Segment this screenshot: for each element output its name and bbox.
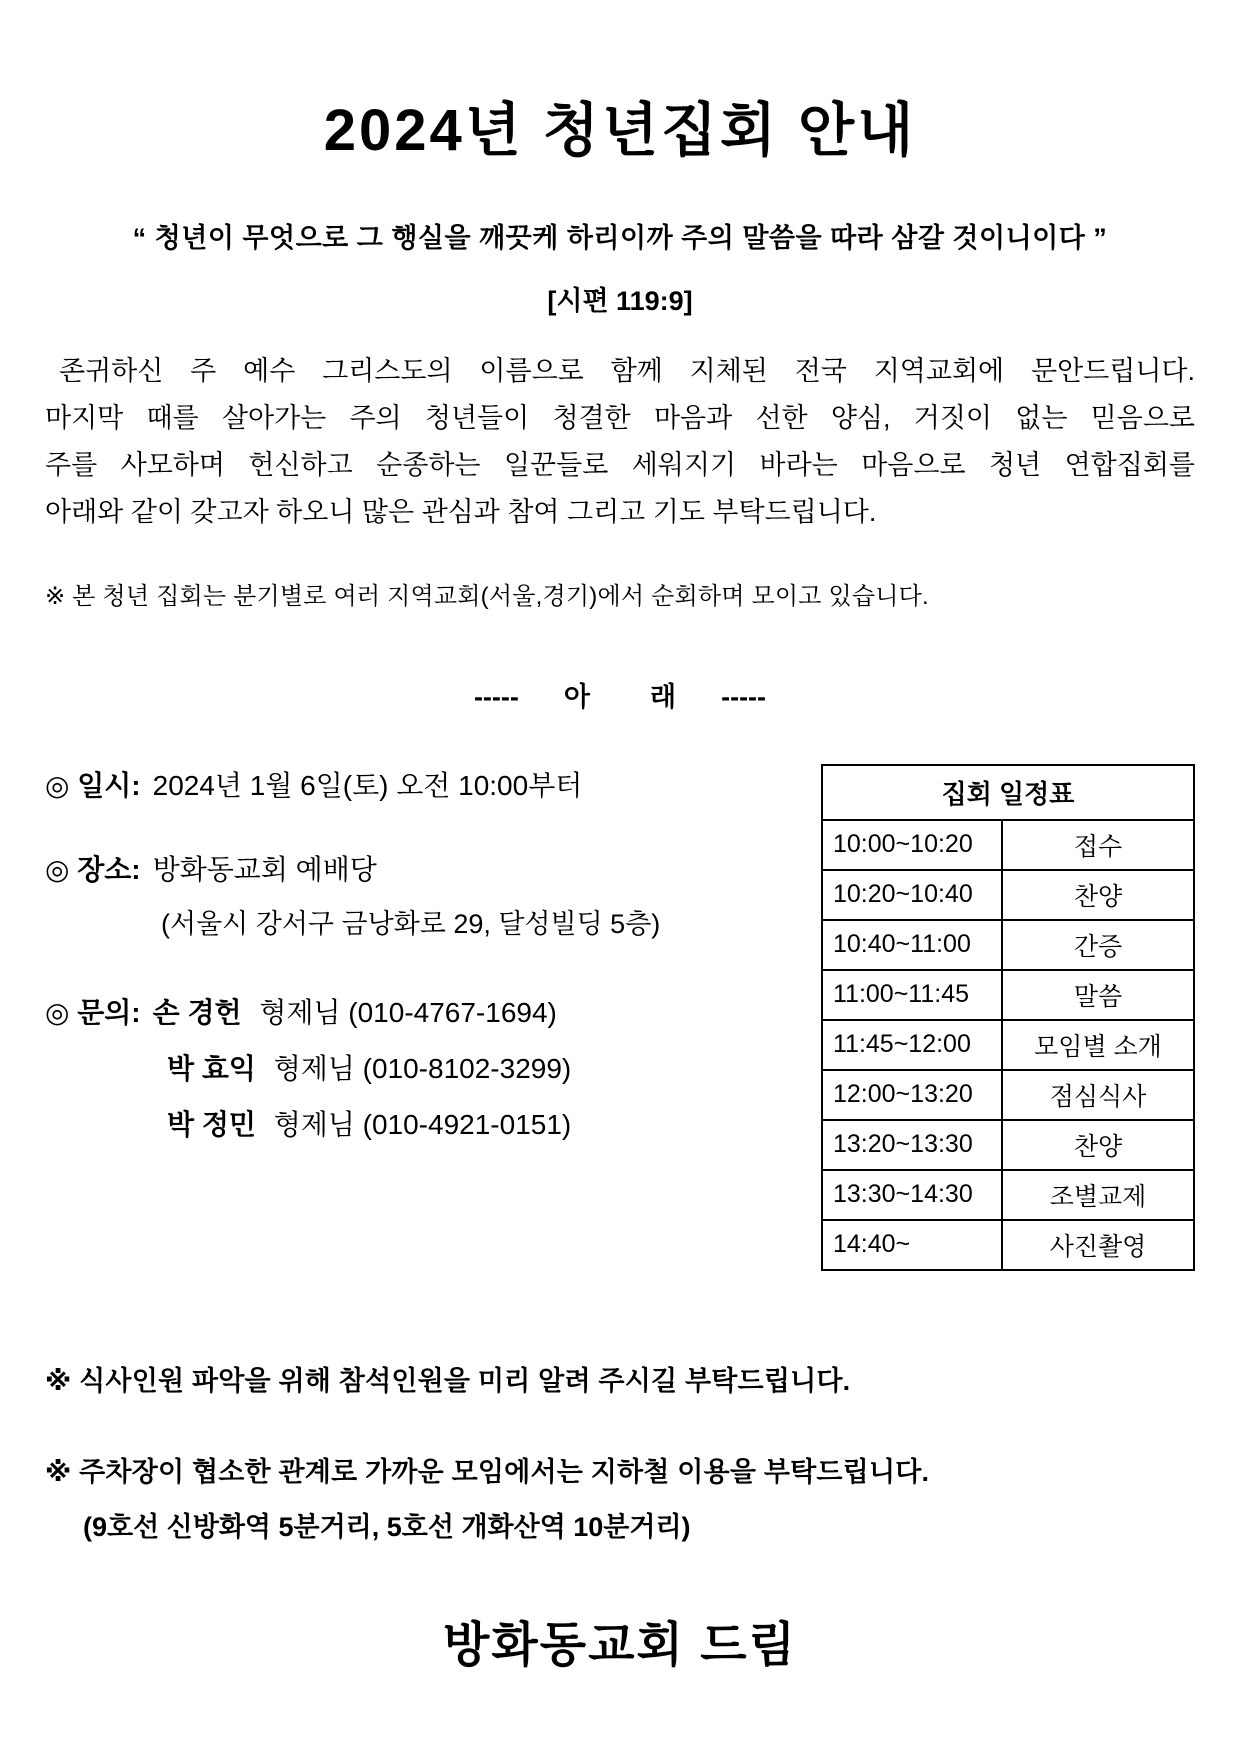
location-value: 방화동교회 예배당 [152, 853, 377, 885]
location-label: ◎ 장소: [45, 853, 141, 885]
schedule-activity: 간증 [1002, 920, 1194, 970]
schedule-time: 11:00~11:45 [822, 970, 1002, 1020]
schedule-time: 11:45~12:00 [822, 1020, 1002, 1070]
table-row [822, 920, 1194, 970]
table-row [822, 870, 1194, 920]
contact-phone: 형제님 (010-4921-0151) [273, 1108, 572, 1140]
contact-line [45, 1103, 801, 1143]
paragraph-line: 마지막 때를 살아가는 주의 청년들이 청결한 마음과 선한 양심, 거짓이 없는 믿음으로 [45, 402, 1195, 433]
schedule-table-wrap [821, 764, 1195, 1271]
event-info-column [45, 764, 801, 1143]
schedule-header-row [822, 765, 1194, 820]
datetime-value: 2024년 1월 6일(토) 오전 10:00부터 [152, 769, 583, 801]
details-section [45, 764, 1195, 1271]
bottom-notes [45, 1359, 1195, 1544]
contact-name: 손 경헌 [152, 996, 242, 1028]
bible-verse-reference: [시편 119:9] [547, 285, 693, 316]
greeting-paragraph [45, 348, 1195, 536]
table-row [822, 1220, 1194, 1270]
location-address: (서울시 강서구 금낭화로 29, 달성빌딩 5층) [161, 908, 661, 939]
schedule-time: 13:20~13:30 [822, 1120, 1002, 1170]
quarterly-tour-note: ※ 본 청년 집회는 분기별로 여러 지역교회(서울,경기)에서 순회하며 모이고 있습니다. [45, 582, 929, 610]
datetime-label: ◎ 일시: [45, 769, 141, 801]
contact-phone: 형제님 (010-4767-1694) [259, 996, 557, 1028]
schedule-activity: 찬양 [1002, 1120, 1194, 1170]
schedule-activity: 모임별 소개 [1002, 1020, 1194, 1070]
table-row [822, 1170, 1194, 1220]
schedule-time: 10:20~10:40 [822, 870, 1002, 920]
location-line [45, 848, 801, 888]
page-title: 2024년 청년집회 안내 [323, 98, 917, 163]
schedule-time: 10:00~10:20 [822, 820, 1002, 870]
schedule-table [821, 764, 1195, 1271]
contact-name: 박 정민 [167, 1108, 256, 1140]
subway-distance-note: (9호선 신방화역 5분거리, 5호선 개화산역 10분거리) [83, 1511, 691, 1542]
paragraph-line: 주를 사모하며 헌신하고 순종하는 일꾼들로 세워지기 바라는 마음으로 청년 연합집회를 [45, 449, 1195, 480]
paragraph-line: 존귀하신 주 예수 그리스도의 이름으로 함께 지체된 전국 지역교회에 문안드립니다. [59, 355, 1195, 386]
table-row [822, 1070, 1194, 1120]
below-divider: ----- 아 래 ----- [473, 681, 767, 712]
contact-block [45, 991, 801, 1143]
schedule-activity: 점심식사 [1002, 1070, 1194, 1120]
paragraph-line: 아래와 같이 갖고자 하오니 많은 관심과 참여 그리고 기도 부탁드립니다. [45, 496, 877, 527]
table-row [822, 1020, 1194, 1070]
schedule-activity: 접수 [1002, 820, 1194, 870]
schedule-time: 13:30~14:30 [822, 1170, 1002, 1220]
datetime-line [45, 764, 801, 804]
contact-name: 박 효익 [167, 1052, 256, 1084]
schedule-activity: 사진촬영 [1002, 1220, 1194, 1270]
schedule-table-title: 집회 일정표 [822, 765, 1194, 820]
meal-count-note: ※ 식사인원 파악을 위해 참석인원을 미리 알려 주시길 부탁드립니다. [45, 1365, 851, 1396]
schedule-time: 12:00~13:20 [822, 1070, 1002, 1120]
church-signature: 방화동교회 드림 [443, 1618, 797, 1672]
contact-phone: 형제님 (010-8102-3299) [273, 1052, 572, 1084]
contact-label: ◎ 문의: [45, 996, 141, 1028]
table-row [822, 820, 1194, 870]
contact-person [153, 991, 557, 1031]
schedule-time: 14:40~ [822, 1220, 1002, 1270]
contact-line [45, 1047, 801, 1087]
bible-verse-quote: “ 청년이 무엇으로 그 행실을 깨끗케 하리이까 주의 말씀을 따라 삼갈 것이니이다 ” [132, 222, 1108, 253]
schedule-activity: 말씀 [1002, 970, 1194, 1020]
table-row [822, 1120, 1194, 1170]
schedule-activity: 조별교제 [1002, 1170, 1194, 1220]
contact-line [45, 991, 801, 1031]
parking-note: ※ 주차장이 협소한 관계로 가까운 모임에서는 지하철 이용을 부탁드립니다. [45, 1456, 930, 1487]
schedule-time: 10:40~11:00 [822, 920, 1002, 970]
schedule-activity: 찬양 [1002, 870, 1194, 920]
table-row [822, 970, 1194, 1020]
